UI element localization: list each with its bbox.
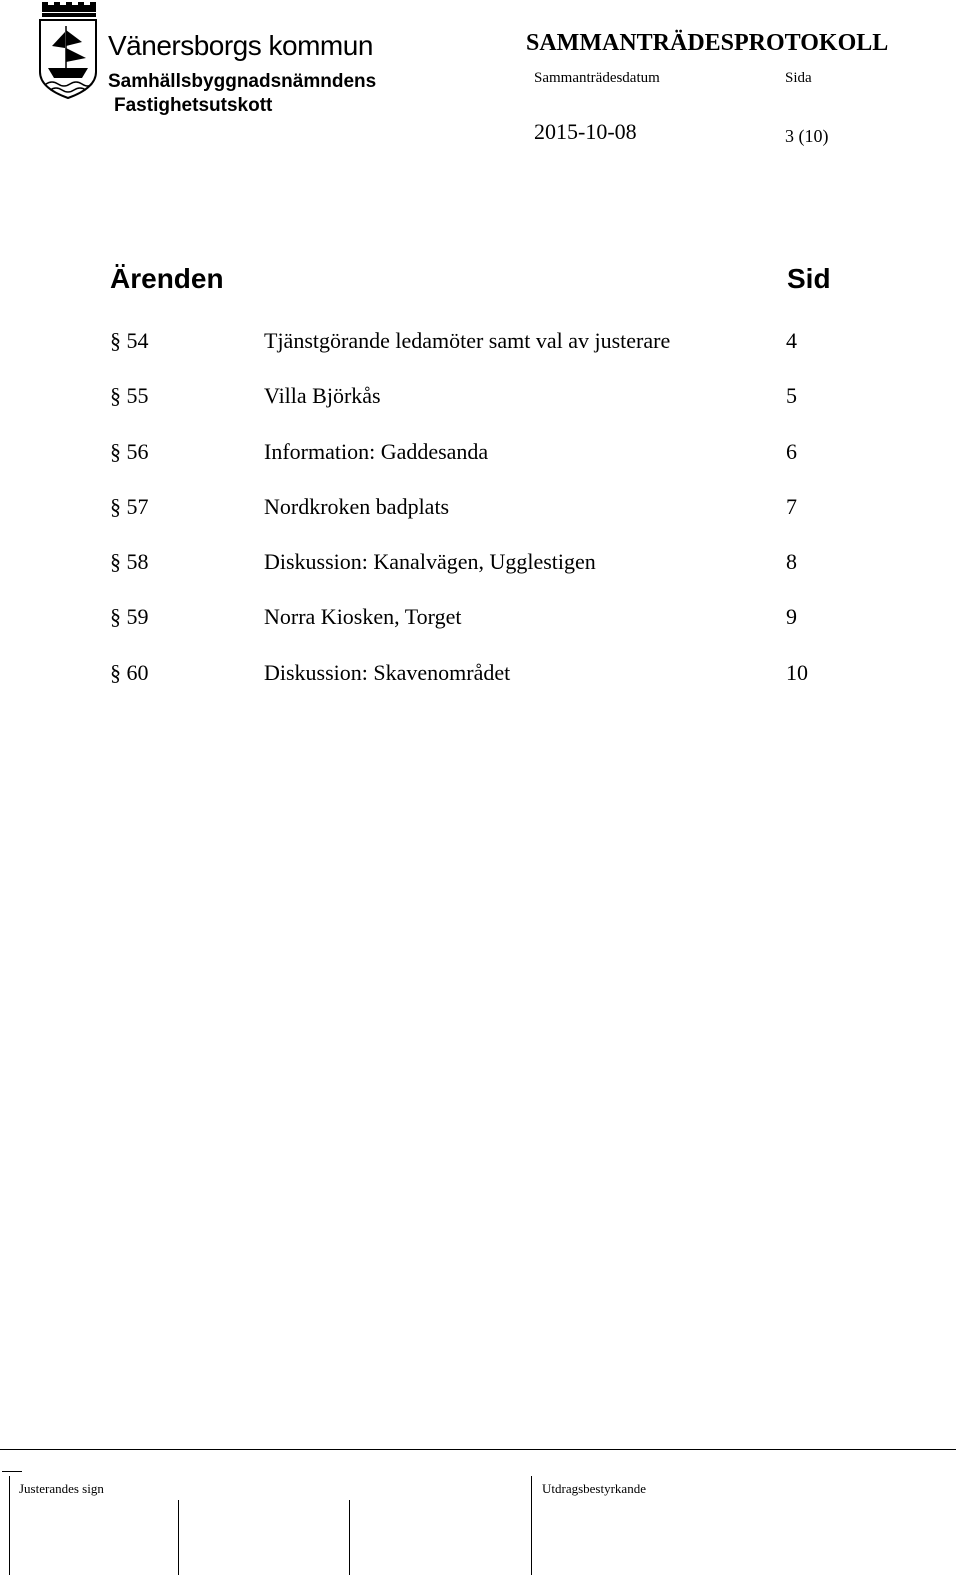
committee-name-line2: Fastighetsutskott <box>114 95 273 116</box>
page-column-heading: Sid <box>787 263 831 294</box>
document-type: SAMMANTRÄDESPROTOKOLL <box>526 30 889 56</box>
agenda-item-title: Diskussion: Skavenområdet <box>264 659 511 685</box>
meeting-date-label: Sammanträdesdatum <box>534 70 660 86</box>
page-label: Sida <box>785 70 812 86</box>
certification-box-border <box>531 1476 532 1575</box>
agenda-item-paragraph: § 55 <box>110 383 149 409</box>
agenda-item-page: 6 <box>786 438 797 464</box>
agenda-item-title: Diskussion: Kanalvägen, Ugglestigen <box>264 549 596 575</box>
coat-of-arms-ship-icon <box>36 2 100 100</box>
agenda-item-title: Norra Kiosken, Torget <box>264 604 462 630</box>
agenda-item <box>0 549 960 604</box>
footer-top-rule <box>0 1449 956 1450</box>
committee-name-line1: Samhällsbyggnadsnämndens <box>108 71 377 92</box>
agenda-item <box>0 494 960 549</box>
agenda-list <box>0 328 960 715</box>
agenda-item-page: 8 <box>786 549 797 575</box>
agenda-item <box>0 604 960 659</box>
agenda-item-title: Information: Gaddesanda <box>264 438 489 464</box>
agenda-item-paragraph: § 58 <box>110 549 149 575</box>
agenda-item-title: Nordkroken badplats <box>264 493 450 519</box>
agenda-item <box>0 439 960 494</box>
meeting-date-value: 2015-10-08 <box>534 119 637 144</box>
agenda-item-paragraph: § 59 <box>110 604 149 630</box>
agenda-item-page: 4 <box>786 328 797 353</box>
agenda-item-paragraph: § 54 <box>110 328 149 353</box>
agenda-item-page: 10 <box>786 659 808 685</box>
agenda-item-title: Villa Björkås <box>264 383 381 409</box>
signers-label: Justerandes sign <box>19 1481 104 1496</box>
agenda-heading: Ärenden <box>110 263 224 294</box>
agenda-item <box>0 328 960 383</box>
agenda-item-page: 7 <box>786 493 797 519</box>
agenda-item-paragraph: § 57 <box>110 493 149 519</box>
organization-name: Vänersborgs kommun <box>108 30 373 61</box>
page-number: 3 (10) <box>785 126 829 146</box>
agenda-item-page: 5 <box>786 383 797 409</box>
agenda-item-title: Tjänstgörande ledamöter samt val av justerare <box>264 328 671 353</box>
agenda-item-page: 9 <box>786 604 797 630</box>
signature-box-divider <box>349 1500 350 1575</box>
certification-label: Utdragsbestyrkande <box>542 1481 646 1496</box>
agenda-item-paragraph: § 60 <box>110 659 149 685</box>
agenda-item-paragraph: § 56 <box>110 438 149 464</box>
agenda-item <box>0 660 960 715</box>
signature-box-divider <box>178 1500 179 1575</box>
signature-box-left-border <box>9 1476 10 1575</box>
agenda-item <box>0 383 960 438</box>
footer-short-rule <box>2 1471 22 1472</box>
